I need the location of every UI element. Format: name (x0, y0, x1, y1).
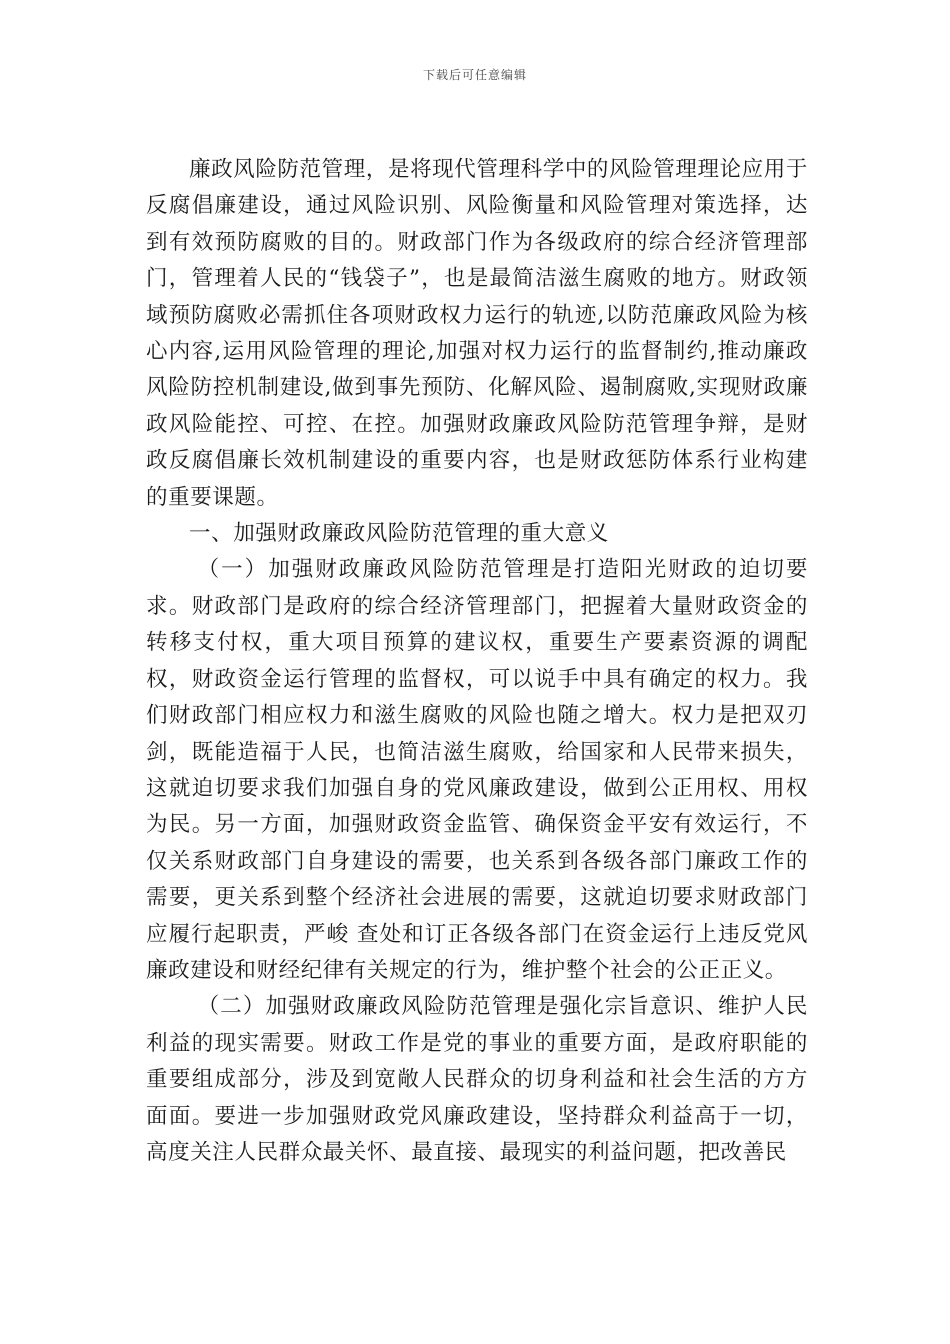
page-header-note: 下载后可任意编辑 (422, 68, 527, 82)
paragraph-point-1: （一）加强财政廉政风险防范管理是打造阳光财政的迫切要求。财政部门是政府的综合经济管理部门，把握着大量财政资金的转移支付权，重大项目预算的建议权，重要生产要素资源的调配权，财政资金运行管理的监督权，可以说手中具有确定的权力。我们财政部门相应权力和滋生腐败的风险也随之增大。权力是把双刃剑，既能造福于人民，也简洁滋生腐败，给国家和人民带来损失，这就迫切要求我们加强自身的党风廉政建设，做到公正用权、用权为民。另一方面，加强财政资金监管、确保资金平安有效运行，不仅关系财政部门自身建设的需要，也关系到各级各部门廉政工作的需要，更关系到整个经济社会进展的需要，这就迫切要求财政部门应履行起职责，严峻 查处和订正各级各部门在资金运行上违反党风廉政建设和财经纪律有关规定的行为，维护整个社会的公正正义。 (146, 557, 808, 983)
paragraph-intro: 廉政风险防范管理，是将现代管理科学中的风险管理理论应用于反腐倡廉建设，通过风险识别、风险衡量和风险管理对策选择，达到有效预防腐败的目的。财政部门作为各级政府的综合经济管理部门，管理着人民的“钱袋子”，也是最简洁滋生腐败的地方。财政领域预防腐败必需抓住各项财政权力运行的轨迹,以防范廉政风险为核心内容,运用风险管理的理论,加强对权力运行的监督制约,推动廉政风险防控机制建设,做到事先预防、化解风险、遏制腐败,实现财政廉政风险能控、可控、在控。加强财政廉政风险防范管理争辩，是财政反腐倡廉长效机制建设的重要内容，也是财政惩防体系行业构建的重要课题。 (146, 157, 808, 510)
document-body (146, 152, 808, 1171)
paragraph-point-2: （二）加强财政廉政风险防范管理是强化宗旨意识、维护人民利益的现实需要。财政工作是党的事业的重要方面，是政府职能的重要组成部分，涉及到宽敞人民群众的切身利益和社会生活的方方面面。要进一步加强财政党风廉政建设，坚持群众利益高于一切，高度关注人民群众最关怀、最直接、最现实的利益问题，把改善民 (146, 994, 808, 1165)
section-heading: 一、加强财政廉政风险防范管理的重大意义 (189, 521, 609, 547)
